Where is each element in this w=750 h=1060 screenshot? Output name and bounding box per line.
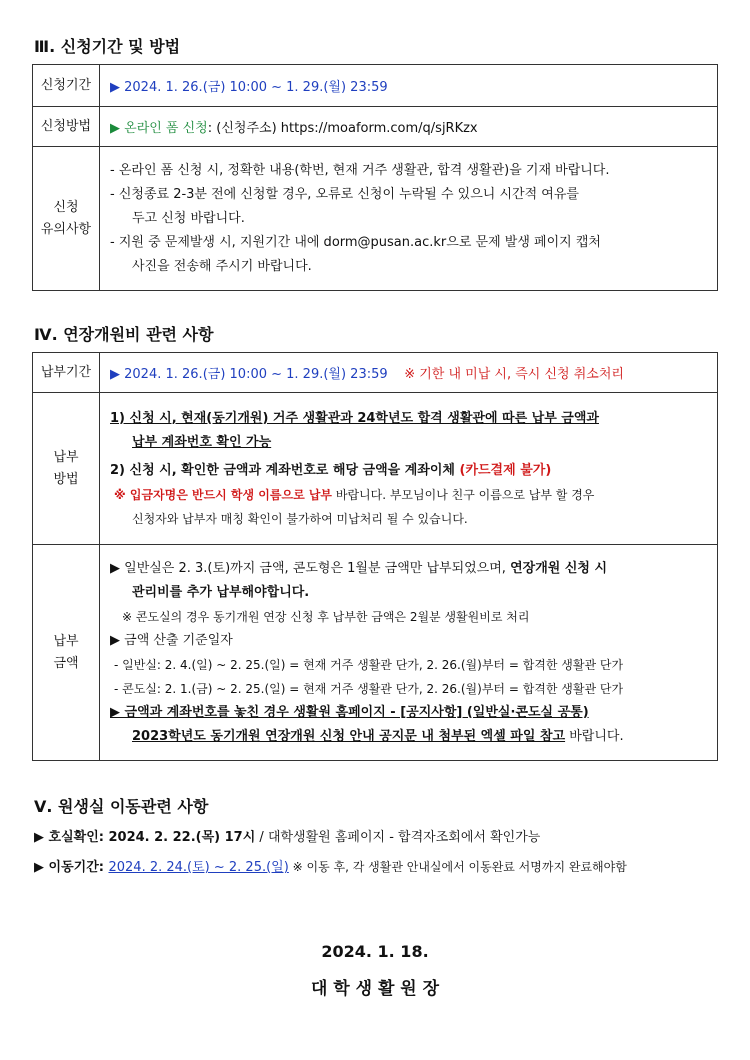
method-url[interactable]: : (신청주소) https://moaform.com/q/sjRKzx bbox=[207, 121, 478, 136]
pay-period-value: ▶ 2024. 1. 26.(금) 10:00 ~ 1. 29.(월) 23:59 bbox=[110, 367, 388, 382]
room-check-rest: / 대학생활원 홈페이지 - 합격자조회에서 확인가능 bbox=[255, 830, 541, 845]
period-label: 신청기간 bbox=[33, 65, 100, 107]
amount-1b: 관리비를 추가 납부해야합니다. bbox=[132, 584, 310, 600]
section5-title: Ⅴ. 원생실 이동관련 사항 bbox=[34, 797, 209, 816]
pay-method-label-1: 납부 bbox=[53, 449, 79, 465]
note-line: 사진을 전송해 주시기 바랍니다. bbox=[132, 258, 312, 274]
note-line: - 온라인 폼 신청 시, 정확한 내용(학번, 현재 거주 생활관, 합격 생활관)을 기재 바랍니다. bbox=[110, 162, 610, 178]
depositor-note-rest: 바랍니다. 부모님이나 친구 이름으로 납부 할 경우 bbox=[332, 487, 595, 502]
application-table bbox=[32, 64, 718, 291]
pay-method-1b: 납부 계좌번호 확인 가능 bbox=[132, 434, 272, 450]
section4-title: Ⅳ. 연장개원비 관련 사항 bbox=[34, 325, 214, 344]
amount-note: ※ 콘도실의 경우 동기개원 연장 신청 후 납부한 금액은 2월분 생활원비로 처리 bbox=[122, 609, 530, 624]
pay-method-label-2: 방법 bbox=[53, 471, 79, 487]
method-prefix: ▶ 온라인 폼 신청 bbox=[110, 121, 208, 136]
issuer: 대 학 생 활 원 장 bbox=[310, 979, 440, 999]
fee-table bbox=[32, 352, 718, 761]
amount-3a: ▶ 금액과 계좌번호를 놓친 경우 생활원 홈페이지 - [공지사항] (일반실·콘도실 공통) bbox=[110, 704, 589, 720]
room-check-line bbox=[34, 826, 540, 845]
move-period-label: ▶ 이동기간: bbox=[34, 860, 109, 875]
move-period-value: 2024. 2. 24.(토) ~ 2. 25.(일) bbox=[108, 860, 289, 875]
amount-basis-title: ▶ 금액 산출 기준일자 bbox=[110, 632, 233, 648]
amount-3b: 2023학년도 동기개원 연장개원 신청 안내 공지문 내 첨부된 엑셀 파일 참고 bbox=[132, 728, 566, 744]
note-line: 두고 신청 바랍니다. bbox=[132, 210, 245, 226]
method-label: 신청방법 bbox=[33, 107, 100, 147]
note-line: - 신청종료 2-3분 전에 신청할 경우, 오류로 신청이 누락될 수 있으니 시간적 여유를 bbox=[110, 186, 579, 202]
amount-1a: ▶ 일반실은 2. 3.(토)까지 금액, 콘도형은 1월분 금액만 납부되었으며, bbox=[110, 560, 511, 576]
depositor-note-2: 신청자와 납부자 매칭 확인이 불가하여 미납처리 될 수 있습니다. bbox=[132, 511, 468, 526]
pay-period-warning: ※ 기한 내 미납 시, 즉시 신청 취소처리 bbox=[404, 367, 624, 382]
period-value: ▶ 2024. 1. 26.(금) 10:00 ~ 1. 29.(월) 23:59 bbox=[110, 80, 388, 95]
depositor-note: ※ 입금자명은 반드시 학생 이름으로 납부 bbox=[114, 487, 333, 502]
section3-title: Ⅲ. 신청기간 및 방법 bbox=[34, 37, 181, 56]
amount-basis-1: - 일반실: 2. 4.(일) ~ 2. 25.(일) = 현재 거주 생활관 단가, 2. 26.(월)부터 = 합격한 생활관 단가 bbox=[114, 657, 624, 672]
pay-method-1a: 1) 신청 시, 현재(동기개원) 거주 생활관과 24학년도 합격 생활관에 따른 납부 금액과 bbox=[110, 410, 599, 426]
amount-3b-tail: 바랍니다. bbox=[565, 728, 624, 744]
issue-date: 2024. 1. 18. bbox=[321, 942, 429, 961]
notes-label-2: 유의사항 bbox=[40, 221, 92, 237]
pay-period-label: 납부기간 bbox=[33, 353, 100, 393]
amount-label-2: 금액 bbox=[53, 655, 79, 671]
move-period-rest: ※ 이동 후, 각 생활관 안내실에서 이동완료 서명까지 완료해야함 bbox=[288, 860, 627, 874]
amount-1a-bold: 연장개원 신청 시 bbox=[510, 560, 608, 576]
card-not-allowed: (카드결제 불가) bbox=[459, 462, 552, 478]
pay-method-2: 2) 신청 시, 확인한 금액과 계좌번호로 해당 금액을 계좌이체 bbox=[110, 462, 460, 478]
amount-label-1: 납부 bbox=[53, 633, 79, 649]
room-check-value: 2024. 2. 22.(목) 17시 bbox=[108, 830, 256, 845]
room-check-label: ▶ 호실확인: bbox=[34, 830, 109, 845]
move-period-line bbox=[34, 856, 627, 875]
amount-basis-2: - 콘도실: 2. 1.(금) ~ 2. 25.(일) = 현재 거주 생활관 단가, 2. 26.(월)부터 = 합격한 생활관 단가 bbox=[114, 681, 624, 696]
note-line: - 지원 중 문제발생 시, 지원기간 내에 dorm@pusan.ac.kr으로 문제 발생 페이지 캡처 bbox=[110, 234, 601, 250]
notes-label-1: 신청 bbox=[53, 199, 79, 215]
